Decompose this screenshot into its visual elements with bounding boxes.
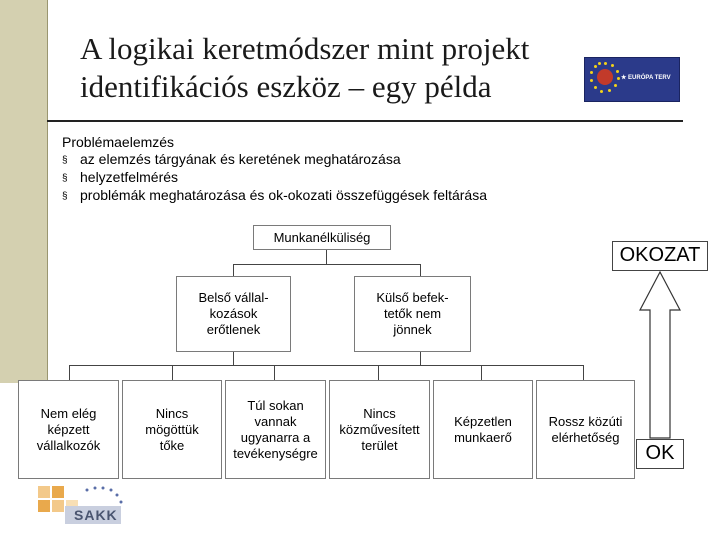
connector — [233, 264, 421, 265]
connector — [378, 365, 379, 380]
tree-root-cause-box: Nincs közművesített terület — [329, 380, 430, 479]
connector — [233, 264, 234, 276]
section-heading: Problémaelemzés — [62, 134, 175, 150]
connector — [481, 365, 482, 380]
left-decor-bar — [0, 0, 47, 383]
bullet-item: § az elemzés tárgyának és keretének meghatározása — [62, 151, 401, 167]
bullet-item: § problémák meghatározása és ok-okozati összefüggések feltárása — [62, 187, 487, 203]
tree-cause-box: Külső befek- tetők nem jönnek — [354, 276, 471, 352]
logo-text: ★ EURÓPA TERV — [621, 75, 671, 81]
connector — [274, 365, 275, 380]
left-decor-line — [47, 0, 48, 383]
connector — [172, 365, 173, 380]
content-block — [62, 134, 487, 205]
title-line-1: A logikai keretmódszer mint projekt — [80, 31, 530, 66]
bullet-icon: § — [62, 173, 68, 184]
connector — [69, 365, 583, 366]
tree-root-cause-box: Túl sokan vannak ugyanarra a tevékenységre — [225, 380, 326, 479]
connector — [326, 250, 327, 264]
tree-root-cause-box: Képzetlen munkaerő — [433, 380, 533, 479]
bullet-icon: § — [62, 191, 68, 202]
tree-root-box: Munkanélküliség — [253, 225, 391, 250]
tree-cause-box: Belső vállal- kozások erőtlenek — [176, 276, 291, 352]
title-line-2: identifikációs eszköz – egy példa — [80, 69, 492, 104]
connector — [69, 365, 70, 380]
connector — [583, 365, 584, 380]
tree-root-cause-box: Nincs mögöttük tőke — [122, 380, 222, 479]
bullet-icon: § — [62, 155, 68, 166]
effect-label: OKOZAT — [612, 241, 708, 271]
cause-label: OK — [636, 439, 684, 469]
logo-emblem-icon — [597, 69, 613, 85]
tree-root-cause-box: Rossz közúti elérhetőség — [536, 380, 635, 479]
connector — [233, 352, 234, 365]
tree-root-cause-box: Nem elég képzett vállalkozók — [18, 380, 119, 479]
title-divider — [47, 120, 683, 122]
connector — [420, 264, 421, 276]
slide-title — [80, 30, 600, 106]
bullet-item: § helyzetfelmérés — [62, 169, 179, 185]
europa-terv-logo — [584, 57, 680, 102]
connector — [420, 352, 421, 365]
up-arrow-icon — [638, 270, 682, 440]
sakk-logo-text: SAKK — [74, 507, 118, 523]
